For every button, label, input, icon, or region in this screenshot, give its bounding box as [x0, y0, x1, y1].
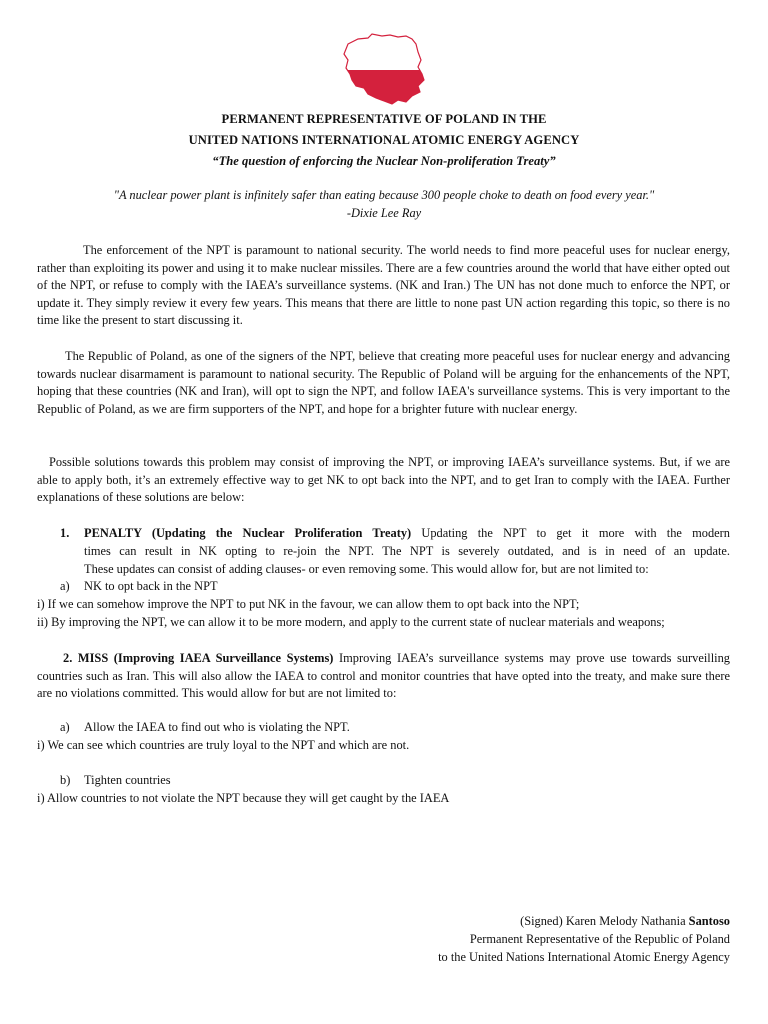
signature-prefix: (Signed) Karen Melody Nathania: [520, 914, 689, 928]
solution-1-a-label: a): [60, 579, 70, 593]
solution-2-b-text: Tighten countries: [84, 773, 171, 787]
solution-2-paragraph: [37, 650, 730, 703]
solution-2-a-i: i) We can see which countries are truly loyal to the NPT and which are not.: [37, 738, 410, 752]
solution-1-line-3: These updates can consist of adding clauses- or even removing some. This would allow for, but are not limited to:: [84, 562, 649, 576]
solution-2-a-label: a): [60, 720, 70, 734]
poland-map-flag-logo: [338, 30, 428, 108]
paragraph-solutions: Possible solutions towards this problem may consist of improving the NPT, or improving IAEA’s surveillance systems. But, if we are able to apply both, it’s an extremely effective way to get NK to opt back into the NPT, and to get Iran to comply with the IAEA. Further explanations of these solutions are below:: [37, 455, 730, 504]
solution-1-intro: Updating the NPT to get it more with the modern: [421, 526, 730, 540]
solution-2-b-label: b): [60, 773, 71, 787]
solution-2-body: Improving IAEA’s surveillance systems may prove use towards surveilling countries such as Iran. This will also allow the IAEA to control and monitor countries that have opted into the treaty, and make sure there are no violations committed. This would allow for but are not limited to:: [37, 651, 730, 700]
solution-2-b-i: i) Allow countries to not violate the NPT because they will get caught by the IAEA: [37, 791, 450, 805]
solution-2-title: MISS (Improving IAEA Surveillance Systems): [77, 651, 334, 665]
signature-org-line: to the United Nations International Atomic Energy Agency: [438, 950, 730, 964]
header-line-2: UNITED NATIONS INTERNATIONAL ATOMIC ENERGY AGENCY: [188, 133, 580, 147]
paragraph-intro: The enforcement of the NPT is paramount to national security. The world needs to find more peaceful uses for nuclear energy, rather than exploiting its power and using it to make nuclear missiles. There are a few countries around the world that have either opted out of the NPT, or refuse to comply with the IAEA’s surveillance systems. (NK and Iran.) The UN has not done much to enforce the NPT, or update it. They simply review it every few years. This means that there are little to none past UN action regarding this topic, so there is no time like the present to start discussing it.: [37, 243, 730, 327]
paragraph-position: The Republic of Poland, as one of the signers of the NPT, believe that creating more peaceful uses for nuclear energy and advancing towards nuclear disarmament is paramount to national security. The Republic of Poland will be arguing for the enhancements of the NPT, hoping that these countries (NK and Iran), will opt to sign the NPT, and follow IAEA's surveillance systems. This is very important to the Republic of Poland, as we are firm supporters of the NPT, and hope for a brighter future with nuclear energy.: [37, 349, 730, 416]
signature-surname: Santoso: [688, 914, 730, 928]
topic-title: “The question of enforcing the Nuclear Non-proliferation Treaty”: [212, 154, 556, 168]
signature-title-line: Permanent Representative of the Republic of Poland: [469, 932, 730, 946]
quote-author: -Dixie Lee Ray: [346, 206, 422, 220]
solution-2-number: 2.: [63, 651, 73, 665]
solution-1-number: 1.: [60, 526, 70, 540]
solution-1-line-1: [84, 525, 730, 543]
opening-quote: "A nuclear power plant is infinitely safer than eating because 300 people choke to death on food every year.": [113, 188, 655, 202]
solution-2-a-text: Allow the IAEA to find out who is violating the NPT.: [84, 720, 350, 734]
solution-1-line-2: times can result in NK opting to re-join the NPT. The NPT is severely outdated, and is in need of an update.: [84, 544, 730, 558]
flag-red-band: [338, 70, 428, 108]
solution-1-ii: ii) By improving the NPT, we can allow it to be more modern, and apply to the current state of nuclear materials and weapons;: [37, 615, 665, 629]
header-line-1: PERMANENT REPRESENTATIVE OF POLAND IN THE: [221, 112, 547, 126]
solution-1-i: i) If we can somehow improve the NPT to put NK in the favour, we can allow them to opt back into the NPT;: [37, 597, 580, 611]
solution-1-title: PENALTY (Updating the Nuclear Proliferation Treaty): [84, 526, 412, 540]
signature-name-line: [520, 914, 730, 929]
solution-1-a-text: NK to opt back in the NPT: [84, 579, 218, 593]
